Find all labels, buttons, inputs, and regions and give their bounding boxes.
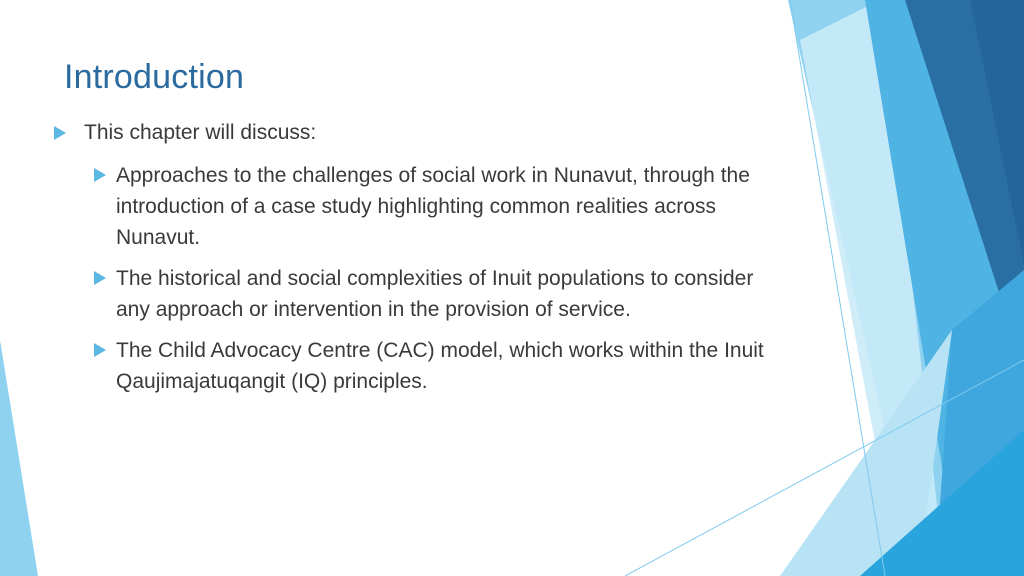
bullet-list (54, 118, 774, 407)
bullet-level2 (94, 335, 774, 397)
slide-title: Introduction (64, 58, 245, 96)
bullet-arrow-icon (94, 343, 106, 357)
bullet-text: The Child Advocacy Centre (CAC) model, which works within the Inuit Qaujimajatuqangit (IQ) principles. (116, 339, 764, 393)
left-edge-shape (0, 340, 38, 576)
bullet-level2 (94, 160, 774, 253)
bullet-arrow-icon (94, 168, 106, 182)
bullet-arrow-icon (94, 271, 106, 285)
bullet-level1 (54, 118, 774, 148)
bullet-arrow-icon (54, 126, 66, 140)
bullet-level2 (94, 263, 774, 325)
bullet-text: The historical and social complexities of Inuit populations to consider any approach or intervention in the provision of service. (116, 267, 754, 321)
bullet-text: This chapter will discuss: (84, 121, 317, 144)
bullet-text: Approaches to the challenges of social work in Nunavut, through the introduction of a case study highlighting common realities across Nunavut. (116, 164, 750, 249)
